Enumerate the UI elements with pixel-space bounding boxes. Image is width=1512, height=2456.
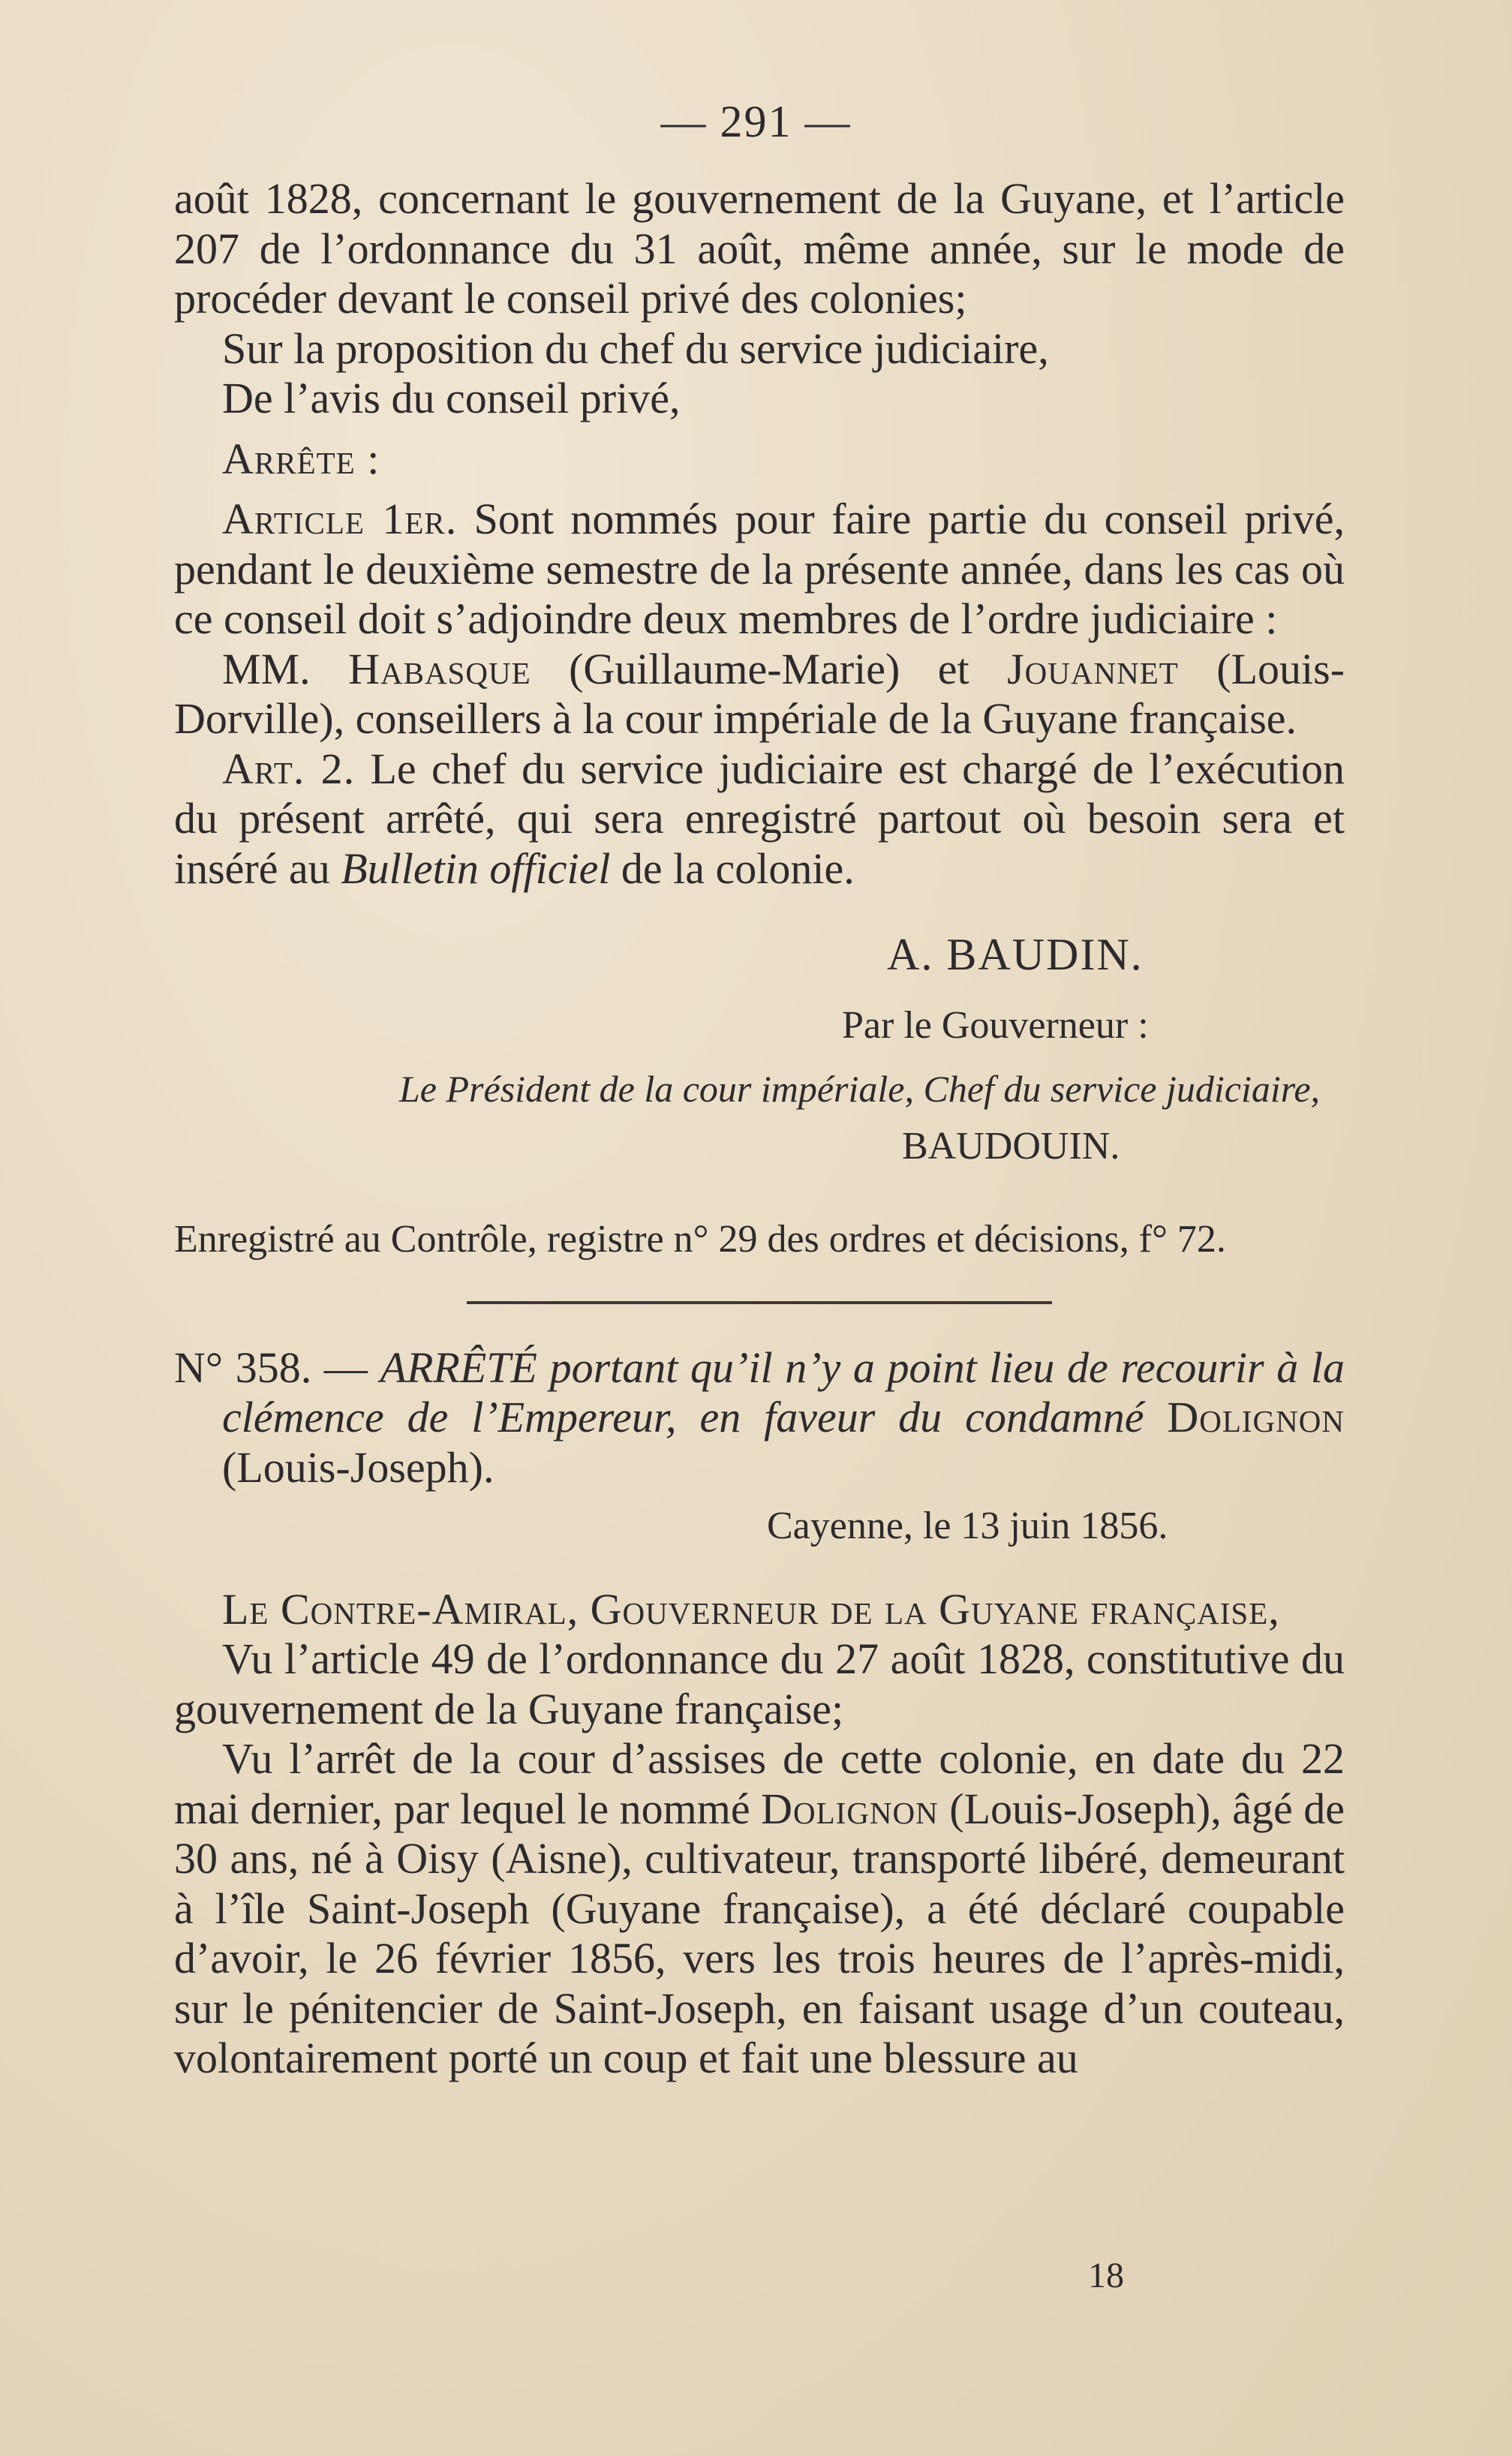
member-name-2: Jouannet xyxy=(1007,644,1179,693)
member-name-1-rest: (Guillaume-Marie) et xyxy=(569,644,969,693)
article-2-end: de la colonie. xyxy=(621,843,855,893)
article-2 xyxy=(174,744,1345,894)
paragraph-continuation: août 1828, concernant le gouvernement de la Guyane, et l’article 207 de l’ordonnance du 31 août, même année, sur le mode de procéder devant le conseil privé des colonies; xyxy=(174,174,1345,323)
vu-paragraph-2 xyxy=(174,1734,1345,2084)
decree-intro: Le Contre-Amiral, Gouverneur de la Guyane française, xyxy=(222,1584,1280,1634)
article-1 xyxy=(174,495,1345,645)
decree-date: Cayenne, le 13 juin 1856. xyxy=(767,1505,1168,1547)
page-number: — 291 — xyxy=(660,97,852,146)
article-1-label: Article 1er. xyxy=(222,495,458,543)
mm-prefix: MM. xyxy=(222,644,311,693)
arrete-heading: Arrête : xyxy=(222,434,380,483)
decree-title: ARRÊTÉ portant qu’il n’y a point lieu de recourir à la clémence de l’Empereur, en faveur du condamné xyxy=(222,1342,1345,1441)
bulletin-title: Bulletin officiel xyxy=(341,843,611,893)
president-signature: BAUDOUIN. xyxy=(902,1124,1120,1168)
decree-number: N° 358. — xyxy=(174,1342,368,1392)
decree-heading xyxy=(174,1343,1345,1493)
article-1-text: Sont nommés pour faire partie du conseil privé, pendant le deuxième semestre de la présente année, dans les cas où ce conseil doit s’adjoindre deux membres de l’ordre judiciaire : xyxy=(174,495,1345,643)
member-name-1: Habasque xyxy=(348,644,531,693)
member-name-2-rest: (Louis-Dorville), conseillers à la cour impériale de la Guyane française. xyxy=(174,644,1345,743)
paragraph-avis: De l’avis du conseil privé, xyxy=(222,374,681,422)
paragraph-proposition: Sur la proposition du chef du service judiciaire, xyxy=(222,323,1049,373)
president-office: Le Président de la cour impériale, Chef du service judiciaire, xyxy=(399,1068,1321,1110)
members-paragraph xyxy=(174,645,1345,744)
registration-note: Enregistré au Contrôle, registre n° 29 des ordres et décisions, f° 72. xyxy=(174,1218,1226,1261)
signature-mark: 18 xyxy=(1088,2256,1124,2295)
section-divider xyxy=(467,1301,1052,1304)
article-2-text: Le chef du service judiciaire est chargé de l’exécution du présent arrêté, qui sera enregistré partout où besoin sera et inséré au xyxy=(174,744,1345,893)
article-2-label: Art. 2. xyxy=(222,744,356,793)
vu2-rest: (Louis-Joseph), âgé de 30 ans, né à Oisy (Aisne), cultivateur, transporté libéré, demeurant à l’île Saint-Joseph (Guyane française), a été déclaré coupable d’avoir, le 26 février 1856, vers les trois heures de l’après-midi, sur le pénitencier de Saint-Joseph, en faisant usage d’un couteau, volontairement porté un coup et fait une blessure au xyxy=(174,1784,1345,2082)
governor-signature: A. BAUDIN. xyxy=(887,930,1144,979)
document-body xyxy=(174,174,1345,2084)
vu-paragraph-1: Vu l’article 49 de l’ordonnance du 27 août 1828, constitutive du gouvernement de la Guyane française; xyxy=(174,1634,1345,1733)
condemned-name-rest: (Louis-Joseph). xyxy=(222,1442,494,1492)
by-governor: Par le Gouverneur : xyxy=(842,1003,1149,1047)
vu2-name: Dolignon xyxy=(761,1784,939,1833)
condemned-name: Dolignon xyxy=(1167,1393,1345,1441)
vu2-start: Vu l’arrêt de la cour d’assises de cette colonie, en date du 22 mai dernier, par lequel le nommé xyxy=(174,1734,1345,1833)
